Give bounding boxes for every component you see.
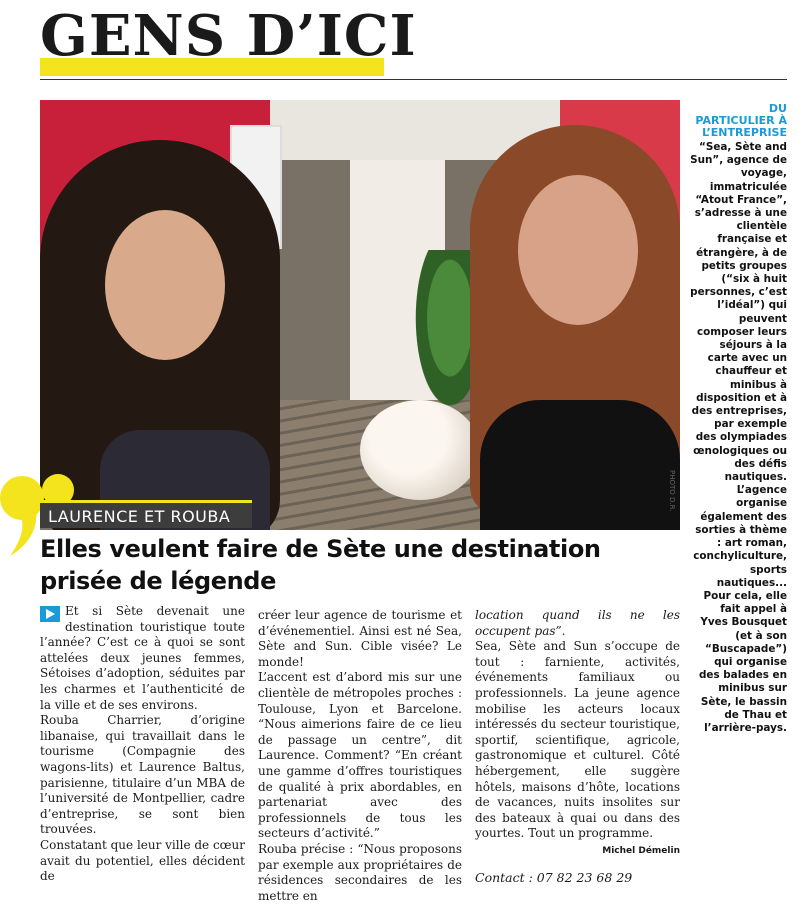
- paragraph: L’accent est d’abord mis sur une clientèle de métropoles proches : Toulouse, Lyon et Barcelone. “Nous aimerions faire de ce lieu de passage un centre”, dit Laurence. Comment? “En créant une gamme d’offres touristiques de qualité à prix abordables, en partenariat avec des professionnels de tous les secteurs d’activité.”: [258, 670, 462, 841]
- author-byline: Michel Démelin: [602, 845, 680, 856]
- paragraph: créer leur agence de tourisme et d’événementiel. Ainsi est né Sea, Sète and Sun. Cible visée? Le monde!: [258, 608, 462, 669]
- article-headline: Elles veulent faire de Sète une destination prisée de légende: [40, 535, 601, 595]
- photo-sphere: [360, 400, 480, 500]
- sidebar-text: “Sea, Sète and Sun”, agence de voyage, immatriculée “Atout France”, s’adresse à une clientèle française et étrangère, à de petits groupes (“six à huit personnes, c’est l’idéal”) qui peuvent composer leurs séjours à la carte avec un chauffeur et minibus à disposition et à des entreprises, par exemple des olympiades œnologiques ou des défis nautiques. L’agence organise également des sorties à thème : art roman, conchyliculture, sports nautiques... Pour cela, elle fait appel à Yves Bousquet (et à son “Buscapade”) qui organise des balades en minibus sur Sète, le bassin de Thau et l’arrière-pays.: [690, 141, 787, 734]
- paragraph: Rouba précise : “Nous proposons par exemple aux propriétaires de résidences secondaires de les mettre en: [258, 841, 462, 903]
- paragraph: Et si Sète devenait une destination touristique toute l’année? C’est ce à quoi se sont attelées deux jeunes femmes, Sétoises d’adoption, séduites par les charmes et l’authenticité de la ville et de ses environs.: [40, 604, 245, 712]
- article-column-1: [40, 604, 245, 885]
- person-right-face: [518, 175, 638, 325]
- play-arrow-icon: [40, 606, 60, 622]
- sidebar-box: [690, 103, 787, 735]
- photo-credit: PHOTO D.R.: [668, 470, 676, 512]
- person-left-face: [105, 210, 225, 360]
- paragraph: location quand ils ne les occupent pas”.: [475, 608, 680, 638]
- article-column-3: [475, 608, 680, 885]
- paragraph: Constatant que leur ville de cœur avait du potentiel, elles décident de: [40, 837, 246, 884]
- header-rule: [40, 79, 787, 80]
- paragraph: Sea, Sète and Sun s’occupe de tout : farniente, activités, événements familiaux ou professionnels. La jeune agence mobilise les acteurs locaux intéressés du secteur touristique, sportif, scientifique, agricole, gastronomique et culturel. Côté hébergement, elle suggère hôtels, maisons d’hôte, locations de vacances, nuits insolites sur des bateaux à quai ou dans des yourtes. Tout un programme.: [475, 639, 680, 841]
- contact-line: Contact : 07 82 23 68 29: [475, 869, 633, 885]
- paragraph: Rouba Charrier, d’origine libanaise, qui travaillait dans le tourisme (Compagnie des wagons-lits) et Laurence Baltus, parisienne, titulaire d’un MBA de l’université de Montpellier, cadre d’entreprise, se sont bien trouvées.: [40, 713, 245, 837]
- article-column-2: [258, 608, 462, 904]
- section-title: GENS D’ICI: [40, 3, 417, 69]
- person-right-clothing: [480, 400, 680, 530]
- kicker-label: LAURENCE ET ROUBA: [40, 500, 252, 528]
- sidebar-heading: DU PARTICULIER À L’ENTREPRISE: [695, 102, 787, 139]
- article-photo: [40, 100, 680, 530]
